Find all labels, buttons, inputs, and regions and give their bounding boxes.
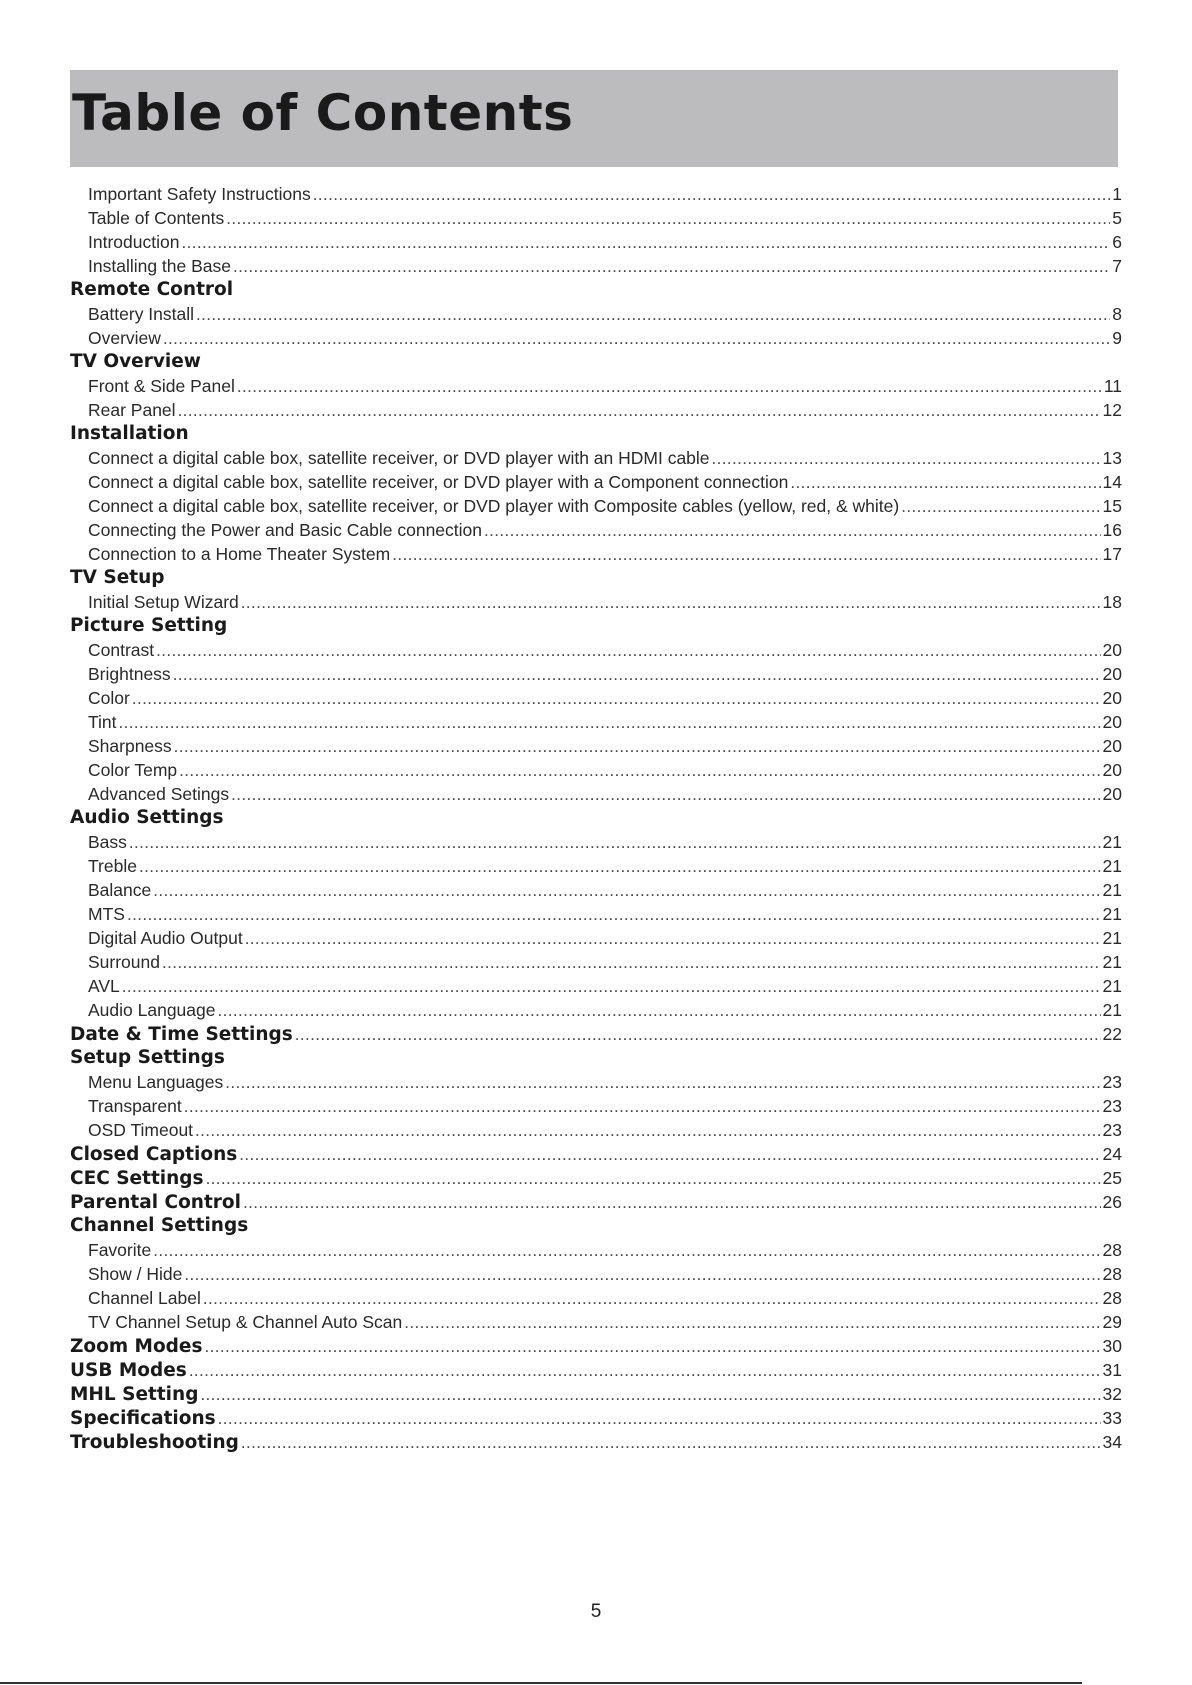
toc-entry <box>70 998 1122 1022</box>
toc-entry-title: Menu Languages <box>88 1072 224 1092</box>
toc-entry <box>70 902 1122 926</box>
dot-leader <box>901 495 1100 518</box>
toc-entry-title: Channel Label <box>88 1288 201 1308</box>
toc-entry-title: Battery Install <box>88 304 195 324</box>
toc-entry-title: Contrast <box>88 640 155 660</box>
toc-entry <box>70 494 1122 518</box>
toc-entry-title: Connect a digital cable box, satellite receiver, or DVD player with Composite cables (yellow, red, & white) <box>88 496 900 516</box>
bottom-rule <box>0 1682 1082 1684</box>
toc-page-number: 23 <box>1102 1120 1122 1140</box>
dot-leader <box>239 1143 1100 1166</box>
toc-entry-title: Introduction <box>88 232 180 252</box>
toc-entry <box>70 398 1122 422</box>
toc-page-number: 25 <box>1102 1168 1122 1188</box>
toc-page-number: 7 <box>1112 256 1122 276</box>
toc-entry-title: Connection to a Home Theater System <box>88 544 391 564</box>
dot-leader <box>156 639 1100 662</box>
toc-page-number: 17 <box>1102 544 1122 564</box>
toc-entry <box>70 950 1122 974</box>
toc-entry <box>70 470 1122 494</box>
toc-entry <box>70 542 1122 566</box>
toc-entry-title: Surround <box>88 952 160 972</box>
dot-leader <box>184 1263 1100 1286</box>
toc-entry <box>70 446 1122 470</box>
dot-leader <box>243 1191 1101 1214</box>
dot-leader <box>181 231 1110 254</box>
dot-leader <box>225 1071 1100 1094</box>
title-banner <box>70 70 1118 167</box>
dot-leader <box>196 303 1110 326</box>
toc-entry-title: Transparent <box>88 1096 182 1116</box>
toc-page-number: 20 <box>1102 688 1122 708</box>
dot-leader <box>712 447 1101 470</box>
dot-leader <box>122 975 1101 998</box>
toc-page-number: 23 <box>1102 1072 1122 1092</box>
toc-page-number: 21 <box>1102 904 1122 924</box>
toc-list <box>70 182 1122 1454</box>
dot-leader <box>206 1167 1101 1190</box>
toc-section-heading <box>70 614 1122 638</box>
toc-entry-title: CEC Settings <box>70 1168 204 1189</box>
toc-entry-title: Setup Settings <box>70 1047 225 1068</box>
toc-entry <box>70 926 1122 950</box>
toc-entry-title: Overview <box>88 328 161 348</box>
toc-entry <box>70 230 1122 254</box>
toc-section-heading <box>70 806 1122 830</box>
toc-entry-title: OSD Timeout <box>88 1120 194 1140</box>
toc-entry <box>70 1310 1122 1334</box>
toc-page-number: 6 <box>1112 232 1122 252</box>
toc-entry-title: Bass <box>88 832 127 852</box>
toc-section-heading <box>70 1022 1122 1046</box>
toc-page-number: 20 <box>1102 664 1122 684</box>
toc-entry-title: Favorite <box>88 1240 152 1260</box>
toc-page-number: 20 <box>1102 640 1122 660</box>
toc-page-number: 21 <box>1102 1000 1122 1020</box>
toc-entry-title: Audio Settings <box>70 807 224 828</box>
toc-entry-title: Picture Setting <box>70 615 228 636</box>
toc-entry <box>70 182 1122 206</box>
toc-page-number: 24 <box>1102 1144 1122 1164</box>
dot-leader <box>404 1311 1100 1334</box>
toc-entry <box>70 374 1122 398</box>
toc-page-number: 28 <box>1102 1288 1122 1308</box>
dot-leader <box>484 519 1101 542</box>
dot-leader <box>313 183 1111 206</box>
toc-entry <box>70 1238 1122 1262</box>
toc-page-number: 15 <box>1102 496 1122 516</box>
toc-entry-title: Closed Captions <box>70 1144 238 1165</box>
toc-entry-title: Brightness <box>88 664 171 684</box>
toc-entry-title: Color Temp <box>88 760 178 780</box>
toc-page-number: 21 <box>1102 928 1122 948</box>
toc-page-number: 21 <box>1102 976 1122 996</box>
toc-page-number: 30 <box>1102 1336 1122 1356</box>
dot-leader <box>217 999 1100 1022</box>
page-number: 5 <box>590 1601 602 1622</box>
dot-leader <box>174 735 1101 758</box>
dot-leader <box>392 543 1100 566</box>
toc-entry <box>70 782 1122 806</box>
toc-page-number: 28 <box>1102 1264 1122 1284</box>
toc-entry <box>70 686 1122 710</box>
dot-leader <box>132 687 1101 710</box>
toc-entry-title: Important Safety Instructions <box>88 184 311 204</box>
toc-section-heading <box>70 1334 1122 1358</box>
toc-entry-title: Audio Language <box>88 1000 216 1020</box>
toc-entry-title: Tint <box>88 712 117 732</box>
toc-entry-title: Rear Panel <box>88 400 176 420</box>
dot-leader <box>203 1287 1101 1310</box>
toc-entry <box>70 758 1122 782</box>
toc-section-heading <box>70 422 1122 446</box>
dot-leader <box>241 591 1101 614</box>
dot-leader <box>127 903 1101 926</box>
toc-section-heading <box>70 1142 1122 1166</box>
dot-leader <box>189 1359 1101 1382</box>
toc-page-number: 20 <box>1102 760 1122 780</box>
toc-section-heading <box>70 1358 1122 1382</box>
toc-entry <box>70 830 1122 854</box>
toc-page-number: 8 <box>1112 304 1122 324</box>
toc-entry <box>70 254 1122 278</box>
toc-page-number: 29 <box>1102 1312 1122 1332</box>
dot-leader <box>231 783 1100 806</box>
toc-section-heading <box>70 1214 1122 1238</box>
toc-section-heading <box>70 1046 1122 1070</box>
toc-entry <box>70 878 1122 902</box>
page-title: Table of Contents <box>72 84 574 142</box>
toc-entry-title: Digital Audio Output <box>88 928 243 948</box>
toc-entry <box>70 1118 1122 1142</box>
toc-entry <box>70 590 1122 614</box>
toc-entry <box>70 1070 1122 1094</box>
dot-leader <box>241 1431 1101 1454</box>
dot-leader <box>153 879 1100 902</box>
toc-page-number: 1 <box>1112 184 1122 204</box>
toc-page-number: 22 <box>1102 1024 1122 1044</box>
toc-section-heading <box>70 1166 1122 1190</box>
toc-section-heading <box>70 1406 1122 1430</box>
toc-section-heading <box>70 1190 1122 1214</box>
toc-entry-title: Installation <box>70 423 189 444</box>
toc-entry-title: USB Modes <box>70 1360 187 1381</box>
toc-page-number: 34 <box>1102 1432 1122 1452</box>
toc-entry-title: TV Setup <box>70 567 165 588</box>
toc-entry <box>70 1262 1122 1286</box>
toc-entry <box>70 326 1122 350</box>
dot-leader <box>173 663 1101 686</box>
toc-page-number: 26 <box>1102 1192 1122 1212</box>
toc-page-number: 5 <box>1112 208 1122 228</box>
dot-leader <box>790 471 1100 494</box>
toc-page-number: 21 <box>1102 952 1122 972</box>
dot-leader <box>233 255 1110 278</box>
toc-entry-title: Specifications <box>70 1408 216 1429</box>
dot-leader <box>129 831 1101 854</box>
toc-entry <box>70 1286 1122 1310</box>
toc-entry-title: Connecting the Power and Basic Cable connection <box>88 520 482 540</box>
toc-page-number: 13 <box>1102 448 1122 468</box>
dot-leader <box>153 1239 1100 1262</box>
toc-entry-title: Front & Side Panel <box>88 376 235 396</box>
toc-entry-title: Color <box>88 688 130 708</box>
toc-entry-title: Treble <box>88 856 137 876</box>
toc-entry-title: TV Overview <box>70 351 201 372</box>
toc-entry-title: Channel Settings <box>70 1215 249 1236</box>
toc-page-number: 31 <box>1102 1360 1122 1380</box>
dot-leader <box>204 1335 1100 1358</box>
toc-entry-title: Troubleshooting <box>70 1432 239 1453</box>
dot-leader <box>237 375 1102 398</box>
toc-page-number: 14 <box>1102 472 1122 492</box>
toc-entry <box>70 710 1122 734</box>
toc-entry-title: Show / Hide <box>88 1264 183 1284</box>
toc-page-number: 21 <box>1102 856 1122 876</box>
toc-entry <box>70 518 1122 542</box>
toc-page-number: 11 <box>1103 376 1122 396</box>
toc-entry-title: Table of Contents <box>88 208 225 228</box>
dot-leader <box>295 1023 1101 1046</box>
toc-entry-title: Sharpness <box>88 736 172 756</box>
dot-leader <box>119 711 1101 734</box>
toc-entry-title: AVL <box>88 976 120 996</box>
toc-entry-title: Connect a digital cable box, satellite receiver, or DVD player with an HDMI cable <box>88 448 710 468</box>
toc-entry-title: Parental Control <box>70 1192 241 1213</box>
toc-section-heading <box>70 350 1122 374</box>
dot-leader <box>226 207 1110 230</box>
dot-leader <box>179 759 1100 782</box>
toc-entry-title: Installing the Base <box>88 256 232 276</box>
toc-entry <box>70 854 1122 878</box>
toc-page-number: 32 <box>1102 1384 1122 1404</box>
toc-page-number: 21 <box>1102 880 1122 900</box>
toc-entry <box>70 638 1122 662</box>
toc-entry-title: Date & Time Settings <box>70 1024 293 1045</box>
toc-page-number: 21 <box>1102 832 1122 852</box>
dot-leader <box>245 927 1101 950</box>
toc-page-number: 20 <box>1102 736 1122 756</box>
dot-leader <box>195 1119 1100 1142</box>
toc-entry <box>70 1094 1122 1118</box>
toc-entry-title: Initial Setup Wizard <box>88 592 239 612</box>
toc-section-heading <box>70 278 1122 302</box>
toc-entry-title: MHL Setting <box>70 1384 199 1405</box>
toc-page-number: 28 <box>1102 1240 1122 1260</box>
dot-leader <box>178 399 1101 422</box>
toc-entry <box>70 206 1122 230</box>
toc-page-number: 20 <box>1102 712 1122 732</box>
toc-entry <box>70 302 1122 326</box>
dot-leader <box>218 1407 1101 1430</box>
dot-leader <box>200 1383 1100 1406</box>
toc-page-number: 23 <box>1102 1096 1122 1116</box>
toc-entry-title: Zoom Modes <box>70 1336 203 1357</box>
toc-entry <box>70 974 1122 998</box>
toc-entry-title: TV Channel Setup & Channel Auto Scan <box>88 1312 403 1332</box>
toc-page-number: 20 <box>1102 784 1122 804</box>
dot-leader <box>163 327 1110 350</box>
dot-leader <box>184 1095 1101 1118</box>
toc-page-number: 12 <box>1102 400 1122 420</box>
toc-page-number: 9 <box>1112 328 1122 348</box>
toc-entry-title: MTS <box>88 904 125 924</box>
toc-section-heading <box>70 566 1122 590</box>
toc-section-heading <box>70 1430 1122 1454</box>
toc-entry-title: Balance <box>88 880 152 900</box>
toc-entry-title: Remote Control <box>70 279 234 300</box>
toc-page-number: 33 <box>1102 1408 1122 1428</box>
toc-page-number: 18 <box>1102 592 1122 612</box>
dot-leader <box>139 855 1101 878</box>
toc-entry-title: Advanced Setings <box>88 784 230 804</box>
dot-leader <box>162 951 1101 974</box>
toc-entry <box>70 734 1122 758</box>
toc-entry <box>70 662 1122 686</box>
toc-page-number: 16 <box>1102 520 1122 540</box>
toc-entry-title: Connect a digital cable box, satellite receiver, or DVD player with a Component connection <box>88 472 789 492</box>
toc-section-heading <box>70 1382 1122 1406</box>
